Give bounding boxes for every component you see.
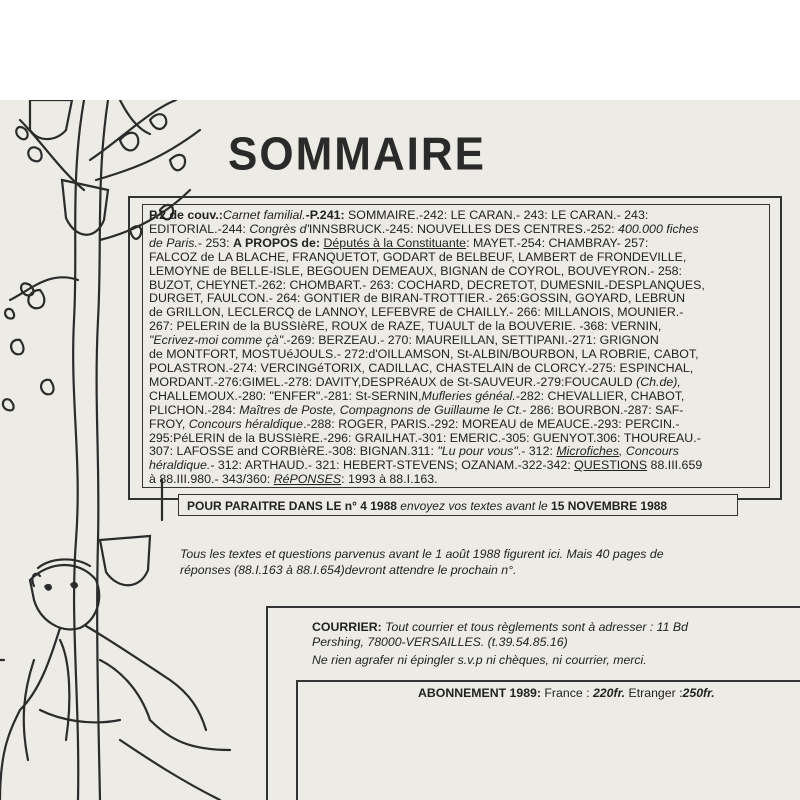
contents-line: [149, 237, 763, 251]
contents-segment: A PROPOS de:: [233, 235, 324, 250]
contents-line: [149, 404, 763, 418]
courrier-label: COURRIER:: [312, 620, 382, 634]
contents-line: [149, 334, 763, 348]
contents-segment: Mufleries généal.: [421, 388, 516, 403]
contents-segment: LEMOYNE de BELLE-ISLE, BEGOUEN DEMEAUX, BIGNAN de COYROL, BOUVEYRON.- 258:: [149, 263, 682, 278]
contents-segment: -282: CHEVALLIER, CHABOT,: [515, 388, 685, 403]
contents-line: [149, 432, 763, 446]
contents-segment: BUZOT, CHEYNET.-262: CHOMBART.- 263: COCHARD, DECRETOT, DUMESNIL-DESPLANQUES,: [149, 277, 705, 292]
contents-segment: : 1993 à 88.I.163.: [341, 472, 438, 487]
notice-text: [180, 546, 770, 578]
contents-line: [149, 473, 763, 487]
deadline-box: [178, 494, 738, 516]
section-divider-horizontal: [266, 606, 800, 608]
contents-line: [149, 306, 763, 320]
contents-segment: MORDANT.-276:GIMEL.-278: DAVITY,DESPRéAUX de St-SAUVEUR.-279:FOUCAULD: [149, 374, 637, 389]
contents-line: [149, 265, 763, 279]
contents-line: [149, 362, 763, 376]
contents-segment: Concours héraldique: [188, 416, 304, 431]
contents-segment: DURGET, FAULCON.- 264: GONTIER de BIRAN-TROTTIER.- 265:GOSSIN, GOYARD, LEBRUN: [149, 291, 686, 306]
contents-segment: 400.000 fiches: [618, 221, 699, 236]
contents-segment: Carnet familial.: [222, 208, 306, 222]
contents-segment: - 286: BOURBON.-287: SAF-: [522, 402, 684, 417]
contents-segment: - 312: ARTHAUD.- 321: HEBERT-STEVENS; OZANAM.-322-342:: [210, 458, 575, 473]
courrier-line-1: Tout courrier et tous règlements sont à adresser : 11 Bd: [381, 620, 688, 634]
contents-segment: , Concours: [619, 444, 679, 459]
contents-segment: .-269: BERZEAU.- 270: MAUREILLAN, SETTIPANI.-271: GRIGNON: [283, 333, 659, 348]
contents-segment: à 88.III.980.- 343/360:: [149, 472, 274, 487]
contents-line: [149, 292, 763, 306]
section-divider-horizontal-2: [296, 680, 800, 682]
abonnement-france-label: France :: [541, 686, 593, 700]
contents-segment: .- 312:: [517, 444, 557, 459]
contents-segment: FALCOZ de LA BLACHE, FRANQUETOT, GODART de BELBEUF, LAMBERT de FRONDEVILLE,: [149, 249, 687, 264]
abonnement-etranger-price: 250fr.: [682, 686, 715, 700]
contents-segment: "Lu pour vous": [437, 444, 518, 459]
contents-line: [149, 209, 763, 223]
contents-segment: CHALLEMOUX.-280: "ENFER".-281: St-SERNIN,: [149, 388, 422, 403]
abonnement-etranger-label: Etranger :: [625, 686, 683, 700]
contents-segment: PLICHON.-284:: [149, 402, 240, 417]
abonnement-france-price: 220fr.: [592, 686, 626, 700]
section-divider-vertical-2: [296, 680, 298, 800]
contents-line: [149, 376, 763, 390]
contents-line: [149, 320, 763, 334]
contents-segment: FROY,: [149, 416, 189, 431]
courrier-line-3: Ne rien agrafer ni épingler s.v.p ni chèques, ni courrier, merci.: [312, 653, 647, 667]
contents-segment: INNSBRUCK.-245: NOUVELLES DES CENTRES.-252:: [308, 221, 619, 236]
section-divider-vertical: [266, 606, 268, 800]
contents-box: [142, 204, 770, 488]
contents-segment: 88.III.659: [647, 458, 703, 473]
courrier-line-2: Pershing, 78000-VERSAILLES. (t.39.54.85.16): [312, 635, 568, 649]
contents-segment: 295:PéLERIN de la BUSSIèRE.-296: GRAILHAT.-301: EMERIC.-305: GUENYOT.306: THOUREAU.-: [149, 430, 701, 445]
notice-line-2: réponses (88.I.163 à 88.I.654)devront attendre le prochain n°.: [180, 563, 517, 577]
contents-line: [149, 223, 763, 237]
deadline-label: POUR PARAITRE DANS LE n° 4 1988: [187, 499, 397, 513]
deadline-date: 15 NOVEMBRE 1988: [551, 499, 668, 513]
contents-segment: : MAYET.-254: CHAMBRAY- 257:: [466, 235, 649, 250]
contents-segment: EDITORIAL.-244:: [149, 221, 250, 236]
contents-segment: QUESTIONS: [574, 458, 648, 473]
contents-segment: P.2 de couv.:: [149, 208, 223, 222]
contents-segment: SOMMAIRE.-242: LE CARAN.- 243: LE CARAN.- 243:: [348, 208, 649, 222]
deadline-text: envoyez vos textes avant le: [396, 499, 552, 513]
contents-segment: Microfiches: [556, 444, 620, 459]
contents-line: [149, 279, 763, 293]
contents-segment: RéPONSES: [273, 472, 342, 487]
contents-segment: .-288: ROGER, PARIS.-292: MOREAU de MEAUCE.-293: PERCIN.-: [303, 416, 680, 431]
abonnement-section: [418, 686, 778, 700]
contents-segment: Maîtres de Poste, Compagnons de Guillaume le Ct.: [239, 402, 523, 417]
courrier-section: [312, 620, 782, 668]
contents-line: [149, 251, 763, 265]
contents-segment: - 253:: [197, 235, 234, 250]
contents-segment: 307: LAFOSSE and CORBIèRE.-308: BIGNAN.311:: [149, 444, 438, 459]
contents-line: [149, 348, 763, 362]
contents-segment: -P.241:: [305, 208, 349, 222]
contents-line: [149, 445, 763, 459]
notice-line-1: Tous les textes et questions parvenus avant le 1 août 1988 figurent ici. Mais 40 pages de: [180, 547, 664, 561]
contents-segment: de GRILLON, LECLERCQ de LANNOY, LEFEBVRE de CHAILLY.- 266: MILLANOIS, MOUNIER.-: [149, 305, 684, 320]
contents-segment: "Ecrivez-moi comme çà": [149, 333, 284, 348]
contents-segment: POLASTRON.-274: VERCINGéTORIX, CADILLAC, CHASTELAIN de CLORCY.-275: ESPINCHAL,: [149, 360, 694, 375]
abonnement-label: ABONNEMENT 1989:: [418, 686, 541, 700]
contents-line: [149, 390, 763, 404]
contents-segment: de MONTFORT, MOSTUéJOULS.- 272:d'OILLAMSON, St-ALBIN/BOURBON, LA ROBRIE, CABOT,: [149, 347, 699, 362]
contents-segment: 267: PELERIN de la BUSSIèRE, ROUX de RAZE, TUAULT de la BOUVERIE. -368: VERNIN,: [149, 319, 662, 334]
contents-segment: Congrès d': [249, 221, 309, 236]
contents-segment: (Ch.de),: [636, 374, 681, 389]
contents-segment: de Paris.: [149, 235, 198, 250]
contents-line: [149, 459, 763, 473]
page-background-top: [0, 0, 800, 100]
page-title: SOMMAIRE: [228, 128, 486, 181]
contents-segment: Députés à la Constituante: [323, 235, 467, 250]
contents-line: [149, 418, 763, 432]
contents-segment: héraldique.: [149, 458, 211, 473]
